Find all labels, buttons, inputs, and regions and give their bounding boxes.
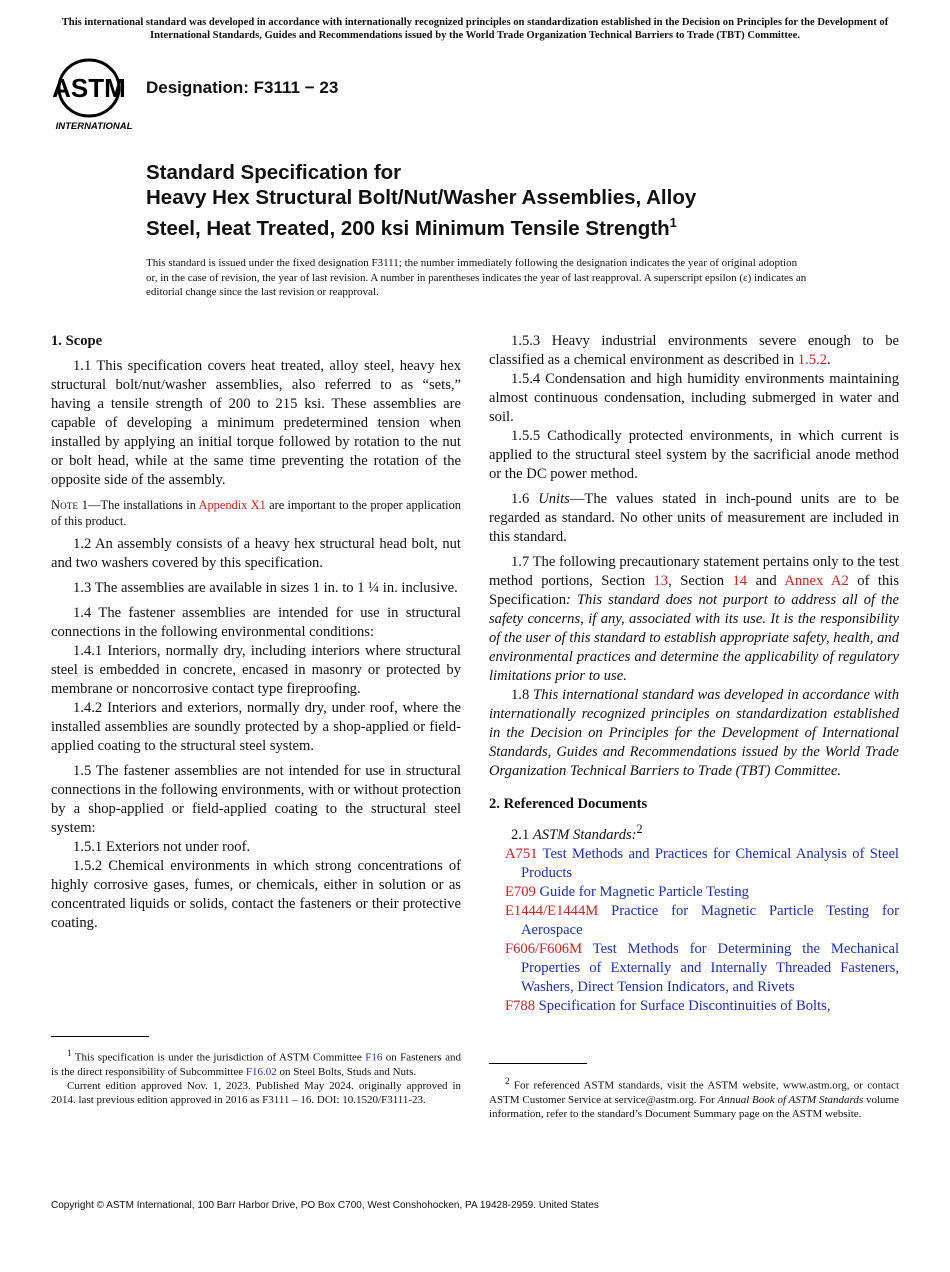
document-title (146, 160, 866, 241)
top-notice: This international standard was developed in accordance with internationally recognized principles on standardization established in the Decision on Principles for the Development of International Standards, Guides and Recommendations issued by the World Trade Organization Technical Barriers to Trade (TBT) Committee. (61, 17, 889, 41)
svg-text:INTERNATIONAL: INTERNATIONAL (55, 121, 133, 132)
astm-logo-icon (52, 56, 136, 134)
footnote-mark-2[interactable]: 2 (636, 822, 643, 836)
link-appendix-x1[interactable]: Appendix X1 (198, 498, 266, 512)
para-1-4: 1.4 The fastener assemblies are intended for use in structural connections in the following environmental conditions: (51, 605, 461, 640)
para-1-3: 1.3 The assemblies are available in sizes 1 in. to 1 ¼ in. inclusive. (73, 580, 458, 596)
para-1-5-1: 1.5.1 Exteriors not under roof. (73, 839, 251, 855)
link-subcommittee-f16-02[interactable]: F16.02 (245, 1065, 277, 1078)
astm-logo (52, 56, 136, 134)
title-line-2: Heavy Hex Structural Bolt/Nut/Washer Assemblies, Alloy (146, 186, 697, 209)
para-2-1: 2.1 ASTM Standards:$^2$ (511, 822, 643, 843)
para-1-5-4: 1.5.4 Condensation and high humidity environments maintaining almost continuous condensation, including submerged in water and soil. (489, 371, 899, 425)
link-annex-a2[interactable]: Annex A2 (784, 573, 849, 589)
para-1-5: 1.5 The fastener assemblies are not intended for use in structural connections in the following environments, with or without protection by a shop-applied or field-applied coating to the structural steel system: (51, 763, 461, 836)
para-1-6: 1.6 Units—The values stated in inch-pound units are to be regarded as standard. No other units of measurement are included in this standard. (489, 491, 900, 545)
para-1-5-3: 1.5.3 Heavy industrial environments severe enough to be classified as a chemical environment as described in 1.5.2. (489, 333, 899, 368)
designation: Designation: F3111 − 23 (146, 78, 339, 97)
link-section-13[interactable]: 13 (653, 573, 669, 589)
para-1-4-2: 1.4.2 Interiors and exteriors, normally dry, under roof, where the installed assemblies are soundly protected by a shop-applied or field-applied coating to the structural steel system. (51, 700, 461, 754)
para-1-8: 1.8 This international standard was developed in accordance with internationally recognized principles on standardization established in the Decision on Principles for the Development of International Standards, Guides and Recommendations issued by the World Trade Organization Technical Barriers to Trade (TBT) Committee. (489, 687, 900, 779)
section-heading-scope: 1. Scope (51, 333, 103, 349)
para-1-5-2: 1.5.2 Chemical environments in which strong concentrations of highly corrosive gases, fumes, or chemicals, either in solution or as concentrated liquids or solids, contact the fasteners or their protective coating. (51, 858, 461, 931)
footnote-rule-left (51, 1036, 149, 1037)
note-1: Note 1—The installations in Appendix X1 are important to the proper application of this product. (51, 498, 462, 528)
section-heading-referenced-documents: 2. Referenced Documents (489, 796, 648, 812)
footnote-rule-right (489, 1063, 587, 1064)
link-1-5-2[interactable]: 1.5.2 (797, 352, 827, 368)
reference-a751[interactable]: A751 Test Methods and Practices for Chemical Analysis of Steel Products (505, 845, 899, 881)
link-section-14[interactable]: 14 (732, 573, 748, 589)
right-column (489, 332, 899, 1016)
footnote-1-edition: Current edition approved Nov. 1, 2023. Published May 2024. originally approved in 2014. last previous edition approved in 2016 as F3111 – 16. DOI: 10.1520/F3111-23. (51, 1079, 461, 1106)
copyright-footer: Copyright © ASTM International, 100 Barr Harbor Drive, PO Box C700, West Conshohocken, PA 19428-2959. United States (51, 1200, 599, 1211)
para-1-4-1: 1.4.1 Interiors, normally dry, including interiors where structural steel is embedded in concrete, encased in masonry or protected by membrane or noncorrosive contact type fireproofing. (51, 643, 461, 697)
footnote-2: $^2$ For referenced ASTM standards, visit the ASTM website, www.astm.org, or contact ASTM Customer Service at service@astm.org. For Annual Book of ASTM Standards volume information, refer to the standard’s Document Summary page on the ASTM website. (489, 1076, 899, 1120)
para-1-5-5: 1.5.5 Cathodically protected environments, in which current is applied to the structural steel system by the sacrificial anode method or the DC power method. (489, 428, 899, 482)
title-line-1: Standard Specification for (146, 161, 402, 184)
title-footnote-mark[interactable]: 1 (669, 215, 677, 230)
left-column (51, 332, 461, 933)
reference-e1444[interactable]: E1444/E1444M Practice for Magnetic Particle Testing for Aerospace (505, 902, 899, 938)
reference-f788[interactable]: F788 Specification for Surface Discontinuities of Bolts, (505, 997, 831, 1014)
svg-text:ASTM: ASTM (52, 73, 126, 103)
reference-e709[interactable]: E709 Guide for Magnetic Particle Testing (505, 883, 749, 900)
footnote-1: $^1$ This specification is under the jurisdiction of ASTM Committee F16 on Fasteners and is the direct responsibility of Subcommittee F16.02 on Steel Bolts, Studs and Nuts. Current edition approved Nov. 1, 2023. Published May 2024. originally approved in 2014. last previous edition approved in 2016 as F3111 – 16. DOI: 10.1520/F3111-23. (51, 1048, 461, 1106)
para-1-2: 1.2 An assembly consists of a heavy hex structural head bolt, nut and two washers covered by this specification. (51, 536, 461, 571)
link-committee-f16[interactable]: F16 (365, 1051, 383, 1064)
reference-f606[interactable]: F606/F606M Test Methods for Determining the Mechanical Properties of Externally and Internally Threaded Fasteners, Washers, Direct Tension Indicators, and Rivets (505, 940, 899, 995)
para-1-7: 1.7 The following precautionary statement pertains only to the test method portions, Section 13, Section 14 and Annex A2 of this Specification: This standard does not purport to address all of the safety concerns, if any, associated with its use. It is the responsibility of the user of this standard to establish appropriate safety, health, and environmental practices and determine the applicability of regulatory limitations prior to use. (489, 554, 899, 684)
issue-note: This standard is issued under the fixed designation F3111; the number immediately following the designation indicates the year of original adoption or, in the case of revision, the year of last revision. A number in parentheses indicates the year of last reapproval. A superscript epsilon (ε) indicates an editorial change since the last revision or reapproval. (146, 257, 807, 298)
title-line-3: Steel, Heat Treated, 200 ksi Minimum Tensile Strength$^1$ (146, 215, 677, 240)
note-1-label: Note 1 (51, 498, 89, 512)
para-1-1: 1.1 This specification covers heat treated, alloy steel, heavy hex structural bolt/nut/washer assemblies, also referred to as “sets,” having a tensile strength of 200 to 215 ksi. These assemblies are capable of developing a minimum predetermined tension when installed by applying an initial torque followed by rotation to the nut or bolt head, while at the same time preventing the rotation of the opposite side of the assembly. (51, 358, 461, 488)
